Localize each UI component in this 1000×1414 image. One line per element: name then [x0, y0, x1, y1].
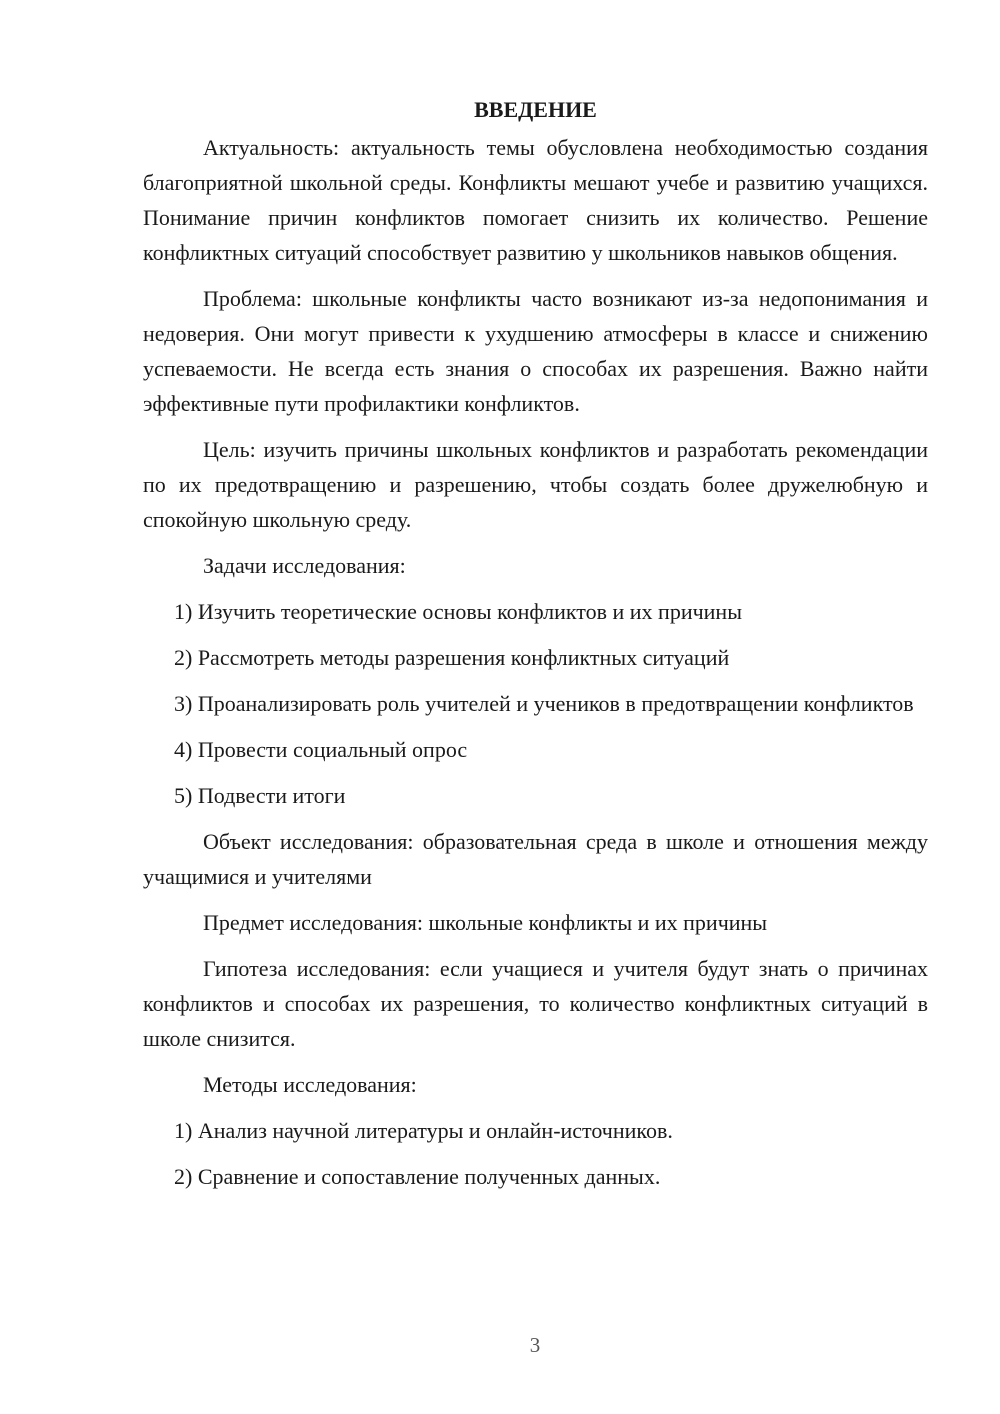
- task-item: 1) Изучить теоретические основы конфликтов и их причины: [174, 599, 742, 624]
- method-item: 2) Сравнение и сопоставление полученных данных.: [174, 1164, 661, 1189]
- task-item: 4) Провести социальный опрос: [174, 737, 468, 762]
- method-item: 1) Анализ научной литературы и онлайн-источников.: [174, 1118, 673, 1143]
- page-number: 3: [529, 1333, 541, 1357]
- paragraph-relevance: Актуальность: актуальность темы обусловлена необходимостью создания благоприятной школьной среды. Конфликты мешают учебе и развитию учащихся. Понимание причин конфликтов помогает снизить их количество. Решение конфликтных ситуаций способствует развитию у школьников навыков общения.: [143, 135, 928, 265]
- task-item: 3) Проанализировать роль учителей и учеников в предотвращении конфликтов: [174, 691, 914, 716]
- paragraph-goal: Цель: изучить причины школьных конфликтов и разработать рекомендации по их предотвращению и разрешению, чтобы создать более дружелюбную и спокойную школьную среду.: [143, 437, 928, 532]
- task-item: 5) Подвести итоги: [174, 783, 346, 808]
- paragraph-problem: Проблема: школьные конфликты часто возникают из-за недопонимания и недоверия. Они могут привести к ухудшению атмосферы в классе и снижению успеваемости. Не всегда есть знания о способах их разрешения. Важно найти эффективные пути профилактики конфликтов.: [143, 286, 928, 416]
- methods-heading: Методы исследования:: [203, 1072, 417, 1097]
- tasks-heading: Задачи исследования:: [203, 553, 406, 578]
- document-page: [143, 92, 928, 1205]
- paragraph-hypothesis: Гипотеза исследования: если учащиеся и учителя будут знать о причинах конфликтов и способах их разрешения, то количество конфликтных ситуаций в школе снизится.: [143, 956, 928, 1051]
- paragraph-subject: Предмет исследования: школьные конфликты и их причины: [203, 910, 768, 935]
- paragraph-object: Объект исследования: образовательная среда в школе и отношения между учащимися и учителями: [143, 829, 928, 889]
- task-item: 2) Рассмотреть методы разрешения конфликтных ситуаций: [174, 645, 730, 670]
- section-title: ВВЕДЕНИЕ: [474, 97, 597, 122]
